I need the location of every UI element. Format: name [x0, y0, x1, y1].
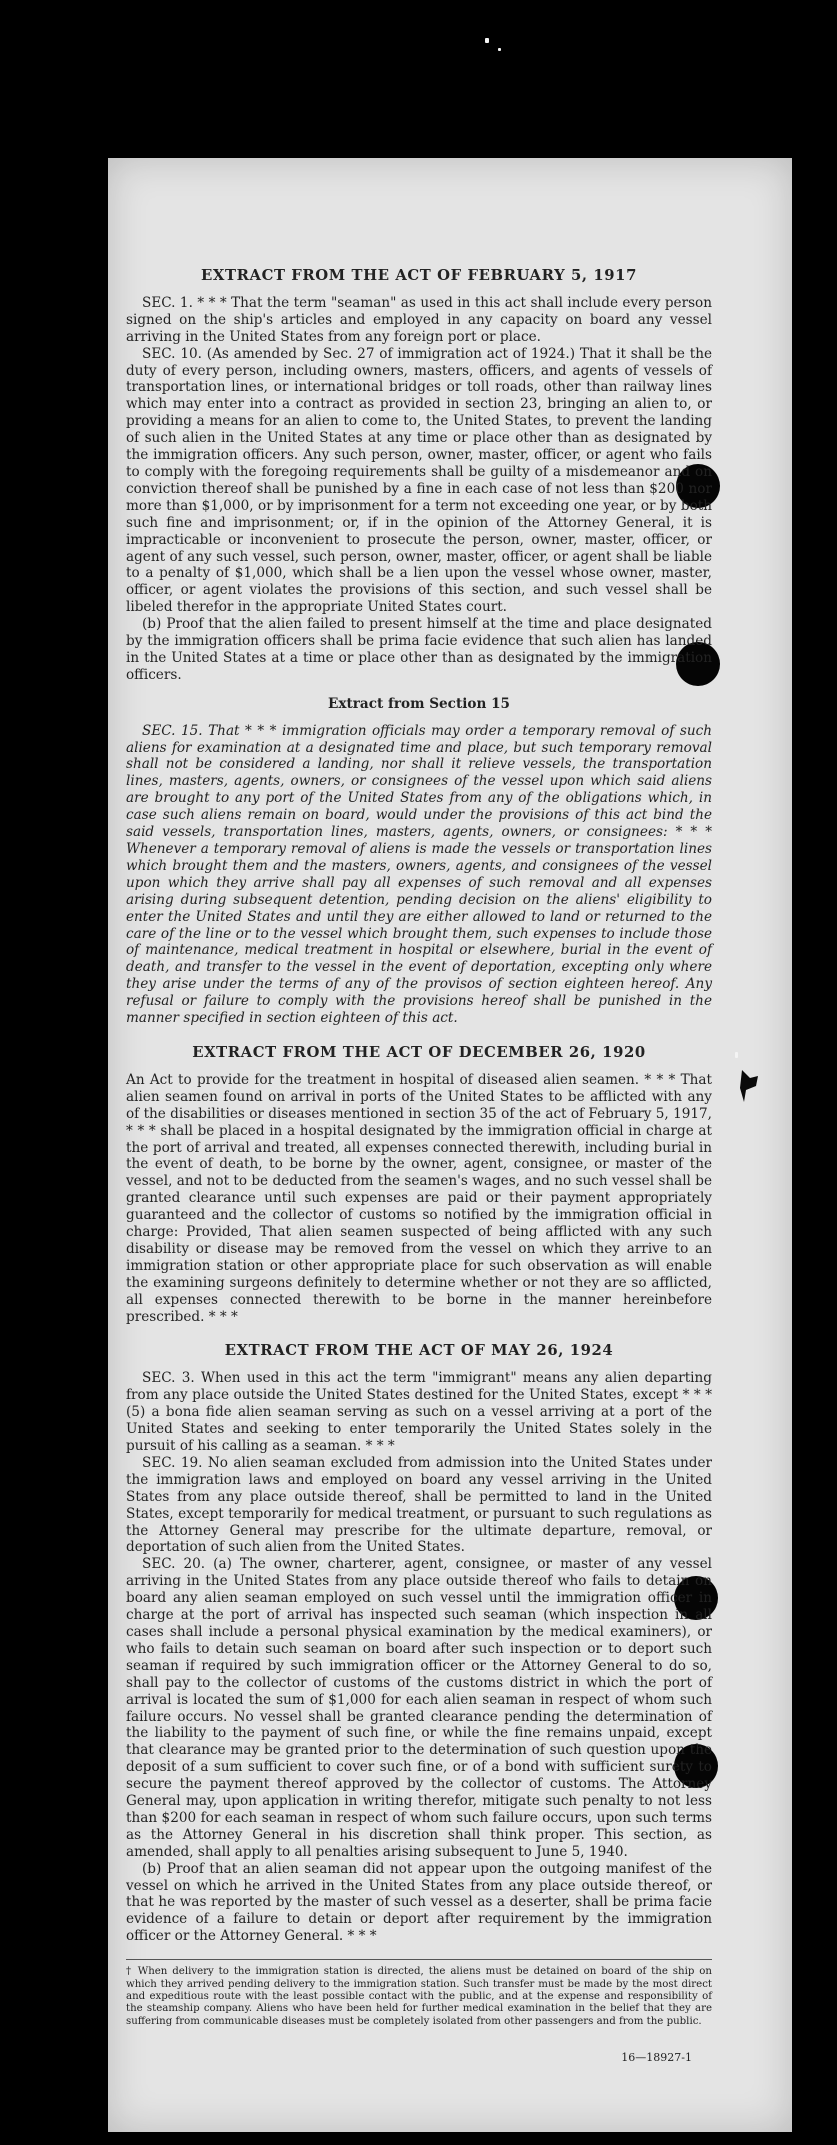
paragraph-sec1: SEC. 1. * * * That the term "seaman" as used in this act shall include every person signed on the ship's articles and employed in any capacity on board any vessel arriving in the United States from any foreign port or place. — [126, 294, 712, 345]
paragraph-sec10b: (b) Proof that the alien failed to present himself at the time and place designated by the immigration officers shall be prima facie evidence that such alien has landed in the United States at a time or place other than as designated by the immigration officers. — [126, 616, 712, 683]
footnote: † When delivery to the immigration station is directed, the aliens must be detained on board of the ship on which they arrived pending delivery to the immigration station. Such transfer must be made by the most direct and expeditious route with the least possible contact with the public, and at the expense and responsibility of the steamship company. Aliens who have been held for further medical examination in the belief that they are suffering from communicable diseases must be completely isolated from other passengers and from the public. — [126, 1959, 712, 2028]
scan-speck — [485, 38, 489, 43]
document-body — [126, 268, 712, 2067]
heading-act-1924: EXTRACT FROM THE ACT OF MAY 26, 1924 — [224, 1342, 614, 1360]
paragraph-sec20a: SEC. 20. (a) The owner, charterer, agent, consignee, or master of any vessel arriving in the United States from any place outside thereof who fails to detain on board any alien seaman employed on such vessel until the immigration officer in charge at the port of arrival has inspected such seaman (which inspection in all cases shall include a personal physical examination by the medical examiners), or who fails to detain such seaman on board after such inspection or to deport such seaman if required by such immigration officer or the Attorney General to do so, shall pay to the collector of customs of the customs district in which the port of arrival is located the sum of $1,000 for each alien seaman in respect of whom such failure occurs. No vessel shall be granted clearance pending the determination of the liability to the payment of such fine, or while the fine remains unpaid, except that clearance may be granted prior to the determination of such question upon the deposit of a sum sufficient to cover such fine, or of a bond with sufficient surety to secure the payment thereof approved by the collector of customs. The Attorney General may, upon application in writing therefor, mitigate such penalty to not less than $200 for each seaman in respect of whom such failure occurs, upon such terms as the Attorney General in his discretion shall think proper. This section, as amended, shall apply to all penalties arising subsequent to June 5, 1940. — [126, 1556, 712, 1860]
clip-artifact — [736, 1068, 762, 1104]
paragraph-sec3: SEC. 3. When used in this act the term "immigrant" means any alien departing from any place outside the United States destined for the United States, except * * * (5) a bona fide alien seaman serving as such on a vessel arriving at a port of the United States and seeking to enter temporarily the United States solely in the pursuit of his calling as a seaman. * * * — [126, 1370, 712, 1454]
scan-speck — [735, 1052, 738, 1058]
paragraph-sec19: SEC. 19. No alien seaman excluded from admission into the United States under the immigration laws and employed on board any vessel arriving in the United States from any place outside thereof, shall be permitted to land in the United States, except temporarily for medical treatment, or pursuant to such regulations as the Attorney General may prescribe for the ultimate departure, removal, or deportation of such alien from the United States. — [126, 1454, 712, 1556]
paragraph-sec15: SEC. 15. That * * * immigration officials may order a temporary removal of such aliens for examination at a designated time and place, but such temporary removal shall not be considered a landing, nor shall it relieve vessels, the transportation lines, masters, agents, owners, or consignees of the vessel upon which said aliens are brought to any port of the United States from any of the obligations which, in case such aliens remain on board, would under the provisions of this act bind the said vessels, transportation lines, masters, agents, owners, or consignees: * * * Whenever a temporary removal of aliens is made the vessels or transportation lines which brought them and the masters, owners, agents, and consignees of the vessel upon which they arrive shall pay all expenses of such removal and all expenses arising during subsequent detention, pending decision on the aliens' eligibility to enter the United States and until they are either allowed to land or returned to the care of the line or to the vessel which brought them, such expenses to include those of maintenance, medical treatment in hospital or elsewhere, burial in the event of death, and transfer to the vessel in the event of deportation, excepting only where they arise under the terms of any of the provisos of section eighteen hereof. Any refusal or failure to comply with the provisions hereof shall be punished in the manner specified in section eighteen of this act. — [126, 722, 712, 1027]
heading-act-1917: EXTRACT FROM THE ACT OF FEBRUARY 5, 1917 — [201, 267, 637, 284]
paragraph-sec10: SEC. 10. (As amended by Sec. 27 of immigration act of 1924.) That it shall be the duty of every person, including owners, masters, officers, and agents of vessels of transportation lines, or international bridges or toll roads, other than railway lines which may enter into a contract as provided in section 23, bringing an alien to, or providing a means for an alien to come to, the United States, to prevent the landing of such alien in the United States at any time or place other than as designated by the immigration officers. Any such person, owner, master, officer, or agent who fails to comply with the foregoing requirements shall be guilty of a misdemeanor and on conviction thereof shall be punished by a fine in each case of not less than $200 nor more than $1,000, or by imprisonment for a term not exceeding one year, or by both such fine and imprisonment; or, if in the opinion of the Attorney General, it is impracticable or inconvenient to prosecute the person, owner, master, officer, or agent of any such vessel, such person, owner, master, officer, or agent shall be liable to a penalty of $1,000, which shall be a lien upon the vessel whose owner, master, officer, or agent violates the provisions of this section, and such vessel shall be libeled therefor in the appropriate United States court. — [126, 345, 712, 616]
form-number: 16—18927-1 — [621, 2051, 692, 2065]
heading-act-1920: EXTRACT FROM THE ACT OF DECEMBER 26, 1920 — [192, 1043, 646, 1061]
heading-section-15: Extract from Section 15 — [328, 695, 510, 712]
scan-speck — [498, 48, 501, 51]
paragraph-sec20b: (b) Proof that an alien seaman did not appear upon the outgoing manifest of the vessel on which he arrived in the United States from any place outside thereof, or that he was reported by the master of such vessel as a deserter, shall be prima facie evidence of a failure to detain or deport after requirement by the immigration officer or the Attorney General. * * * — [126, 1860, 712, 1945]
paragraph-act-1920: An Act to provide for the treatment in hospital of diseased alien seamen. * * * That alien seamen found on arrival in ports of the United States to be afflicted with any of the disabilities or diseases mentioned in section 35 of the act of February 5, 1917, * * * shall be placed in a hospital designated by the immigration official in charge at the port of arrival and treated, all expenses connected therewith, including burial in the event of death, to be borne by the owner, agent, consignee, or master of the vessel, and not to be deducted from the seamen's wages, and no such vessel shall be granted clearance until such expenses are paid or their payment appropriately guaranteed and the collector of customs so notified by the immigration official in charge: Provided, That alien seamen suspected of being afflicted with any such disability or disease may be removed from the vessel on which they arrive to an immigration station or other appropriate place for such observation as will enable the examining surgeons definitely to determine whether or not they are so afflicted, all expenses connected therewith to be borne in the manner hereinbefore prescribed. * * * — [126, 1071, 712, 1325]
